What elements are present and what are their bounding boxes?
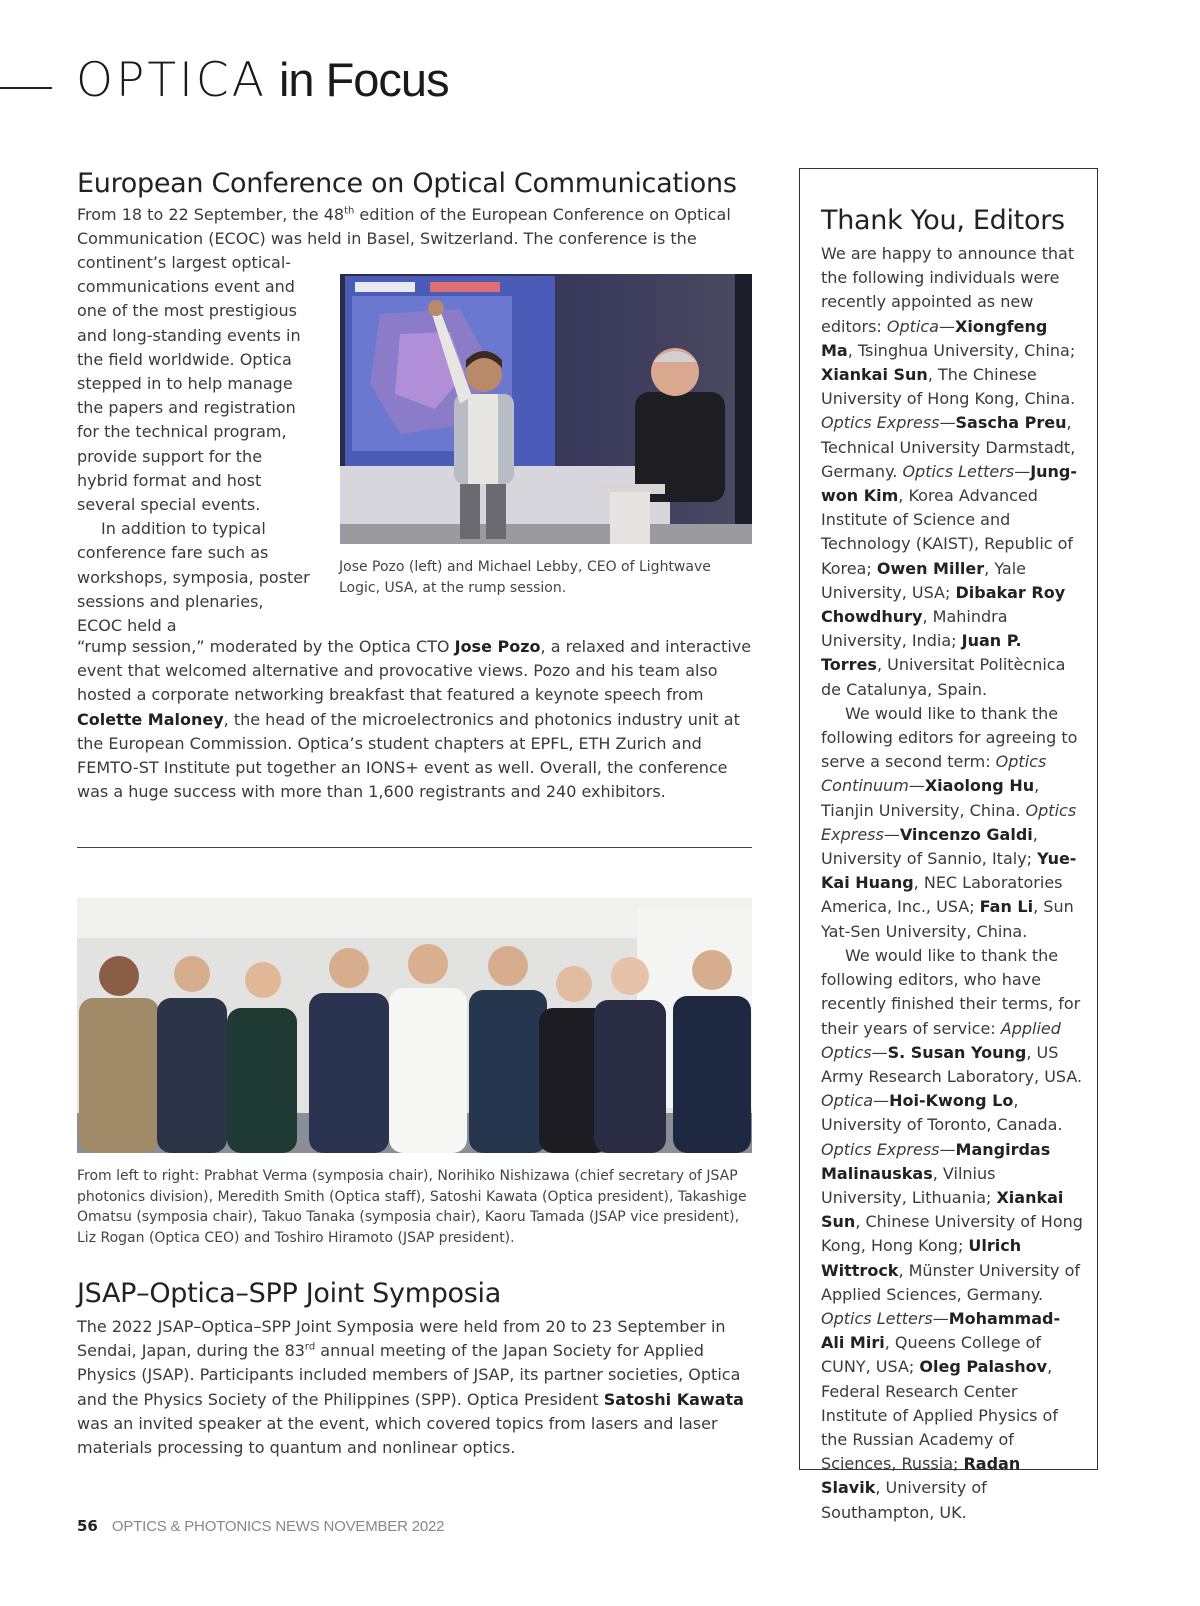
thanks-text-run: , Federal Research Center Institute of Applied Physics of the Russian Academy of Sciences, Russia; [821, 1357, 1058, 1474]
thanks-text-run: , Tianjin University, China. [821, 776, 1040, 820]
journal-name: Optics Continuum [821, 752, 1047, 796]
editor-name: Xiankai Sun [821, 1187, 1064, 1232]
editor-name: Xiongfeng Ma [821, 316, 1048, 360]
ecoc-intro-b: edition of the European Conference on Optical [354, 205, 731, 224]
editor-name: Owen Miller [876, 558, 985, 578]
ecoc-tail-b: , a relaxed and interactive event that welcomed alternative and provocative views. Pozo and his team also hosted a corporate networking breakfast that featured a keynote speech from [77, 637, 752, 705]
thanks-text-run: We would like to thank the following editors for agreeing to serve a second term: [821, 703, 1078, 772]
jsap-text-b: annual meeting of the Japan Society for Applied Physics (JSAP). Participants included members of JSAP, its partner societies, Optica and the Physics Society of the Philippines (SPP). Optica President [77, 1341, 741, 1409]
page-number: 56 [77, 1517, 98, 1535]
journal-name: Optics Letters [821, 1308, 933, 1328]
thanks-text-run: — [908, 776, 925, 796]
journal-name: Optica [886, 316, 939, 336]
ecoc-narrow-column [77, 251, 312, 638]
journal-name: Optics Express [821, 413, 940, 433]
thanks-text-run: — [1014, 461, 1031, 481]
editor-name: Sascha Preu [955, 413, 1067, 433]
journal-name: Applied Optics [821, 1018, 1061, 1062]
thanks-text-run: — [939, 1139, 956, 1159]
journal-name: Optics Letters [902, 461, 1015, 481]
ecoc-paragraph-2-start: In addition to typical conference fare such as workshops, symposia, poster sessions and plenaries, ECOC held a [77, 519, 310, 636]
ecoc-paragraph-1: continent’s largest optical-communications event and one of the most prestigious and long-standing events in the field worldwide. Optica stepped in to help manage the papers and registration for the technical program, provide support for the hybrid format and host several special events. [77, 253, 301, 515]
editor-name: Hoi-Kwong Lo [889, 1091, 1014, 1111]
ecoc-intro-a: From 18 to 22 September, the 48 [77, 205, 345, 224]
masthead-suffix: in Focus [266, 53, 449, 106]
thanks-text-run: — [932, 1308, 949, 1328]
thanks-text-run: We are happy to announce that the following individuals were recently appointed as new editors: [821, 244, 1075, 336]
editor-name: Xiankai Sun [821, 365, 928, 385]
thanks-text-run: — [938, 316, 955, 336]
editor-name: Mohammad-Ali Miri [821, 1308, 1061, 1353]
editor-name: Ulrich Wittrock [821, 1236, 1022, 1280]
name-colette-maloney: Colette Maloney [77, 709, 224, 729]
jsap-text-a: The 2022 JSAP–Optica–SPP Joint Symposia were held from 20 to 23 September in Sendai, Japan, during the 83 [77, 1317, 726, 1361]
publication-line: OPTICS & PHOTONICS NEWS NOVEMBER 2022 [111, 1518, 445, 1535]
group-photo-caption: From left to right: Prabhat Verma (symposia chair), Norihiko Nishizawa (chief secretary of JSAP photonics division), Meredith Smith (Optica staff), Satoshi Kawata (Optica president), Takashige Omatsu (symposia chair), Takuo Tanaka (symposia chair), Kaoru Tamada (JSAP vice president), Liz Rogan (Optica CEO) and Toshiro Hiramoto (JSAP president). [77, 1168, 747, 1246]
editor-name: Dibakar Roy Chowdhury [821, 582, 1066, 627]
group-photo-illustration [77, 898, 752, 1153]
thanks-text-run: — [883, 824, 900, 844]
thanks-text-run: , NEC Laboratories America, Inc., USA; [821, 873, 1063, 917]
editor-name: Mangirdas Malinauskas [821, 1139, 1051, 1183]
jsap-text-sup: rd [304, 1341, 316, 1353]
editor-name: Jung-won Kim [821, 461, 1078, 506]
editor-name: Vincenzo Galdi [899, 824, 1033, 844]
thanks-paragraph-second-term [821, 702, 1083, 944]
thanks-text-run: , Yale University, USA; [821, 558, 1026, 602]
thanks-text-run: We would like to thank the following editors, who have recently finished their terms, for their years of service: [821, 945, 1081, 1038]
editor-name: Oleg Palashov [919, 1357, 1048, 1377]
thanks-text-run: , University of Toronto, Canada. [821, 1091, 1063, 1135]
thanks-text-run: , Tsinghua University, China; [847, 340, 1076, 360]
thanks-text-run: , Chinese University of Hong Kong, Hong Kong; [821, 1212, 1083, 1256]
thanks-text-run: , US Army Research Laboratory, USA. [821, 1042, 1083, 1086]
section-divider [77, 847, 752, 848]
ecoc-heading: European Conference on Optical Communications [77, 168, 737, 199]
thanks-text-run: , Münster University of Applied Sciences, Germany. [821, 1260, 1081, 1304]
thanks-text-run: , Universitat Politècnica de Catalunya, Spain. [821, 655, 1066, 699]
name-jose-pozo: Jose Pozo [454, 637, 541, 656]
ecoc-tail-a: “rump session,” moderated by the Optica CTO [77, 637, 455, 656]
jsap-group-photo [77, 898, 752, 1153]
thanks-text-run: , Technical University Darmstadt, Germany. [821, 413, 1076, 481]
editor-name: Yue-Kai Huang [821, 849, 1077, 893]
thanks-text-run: , The Chinese University of Hong Kong, China. [821, 365, 1076, 409]
thanks-text-run: , University of Southampton, UK. [821, 1478, 987, 1522]
ecoc-rump-session-photo [340, 274, 752, 544]
thanks-text-run: , University of Sannio, Italy; [821, 824, 1038, 869]
ecoc-photo-illustration [340, 274, 752, 544]
ecoc-photo-caption: Jose Pozo (left) and Michael Lebby, CEO of Lightwave Logic, USA, at the rump session. [339, 559, 711, 596]
editor-name: Juan P. Torres [821, 631, 1022, 675]
thank-you-heading: Thank You, Editors [821, 205, 1065, 236]
editor-name: Fan Li [979, 897, 1034, 917]
thanks-text-run: , Queens College of CUNY, USA; [821, 1333, 1042, 1377]
thanks-paragraph-finished-terms [821, 944, 1083, 1525]
section-masthead [76, 53, 449, 108]
thank-you-body [821, 242, 1083, 1525]
thanks-text-run: — [871, 1042, 888, 1062]
journal-name: Optica [821, 1091, 874, 1111]
thanks-text-run: , Vilnius University, Lithuania; [821, 1163, 997, 1207]
header-rule [0, 87, 52, 89]
ecoc-tail-c: , the head of the microelectronics and photonics industry unit at the European Commission. Optica’s student chapters at EPFL, ETH Zurich and FEMTO-ST Institute put together an IONS+ event as well. Overall, the conference was a huge success with more than 1,600 registrants and 240 exhibitors. [77, 709, 740, 802]
editor-name: Xiaolong Hu [924, 776, 1035, 796]
ecoc-intro-sup: th [344, 205, 355, 217]
ecoc-intro-lines [77, 203, 757, 251]
jsap-paragraph [77, 1315, 757, 1460]
thanks-text-run: — [873, 1091, 890, 1111]
journal-name: Optics Express [821, 800, 1077, 844]
thanks-text-run: , Korea Advanced Institute of Science and Technology (KAIST), Republic of Korea; [821, 486, 1074, 578]
thanks-text-run: , Mahindra University, India; [821, 607, 1008, 651]
ecoc-paragraph-2-continued [77, 635, 757, 804]
jsap-heading: JSAP–Optica–SPP Joint Symposia [77, 1278, 501, 1309]
thanks-paragraph-new-editors [821, 242, 1083, 702]
masthead-brand: OPTICA [76, 53, 267, 108]
ecoc-intro-line2: Communication (ECOC) was held in Basel, Switzerland. The conference is the [77, 229, 697, 249]
thanks-text-run: — [939, 413, 956, 433]
name-satoshi-kawata: Satoshi Kawata [603, 1389, 744, 1409]
thanks-text-run: , Sun Yat-Sen University, China. [821, 897, 1074, 941]
editor-name: S. Susan Young [887, 1042, 1027, 1062]
journal-name: Optics Express [821, 1139, 940, 1159]
page-footer [77, 1517, 444, 1535]
editor-name: Radan Slavik [821, 1454, 1021, 1498]
jsap-text-c: was an invited speaker at the event, which covered topics from lasers and laser materials processing to quantum and nonlinear optics. [77, 1413, 718, 1458]
